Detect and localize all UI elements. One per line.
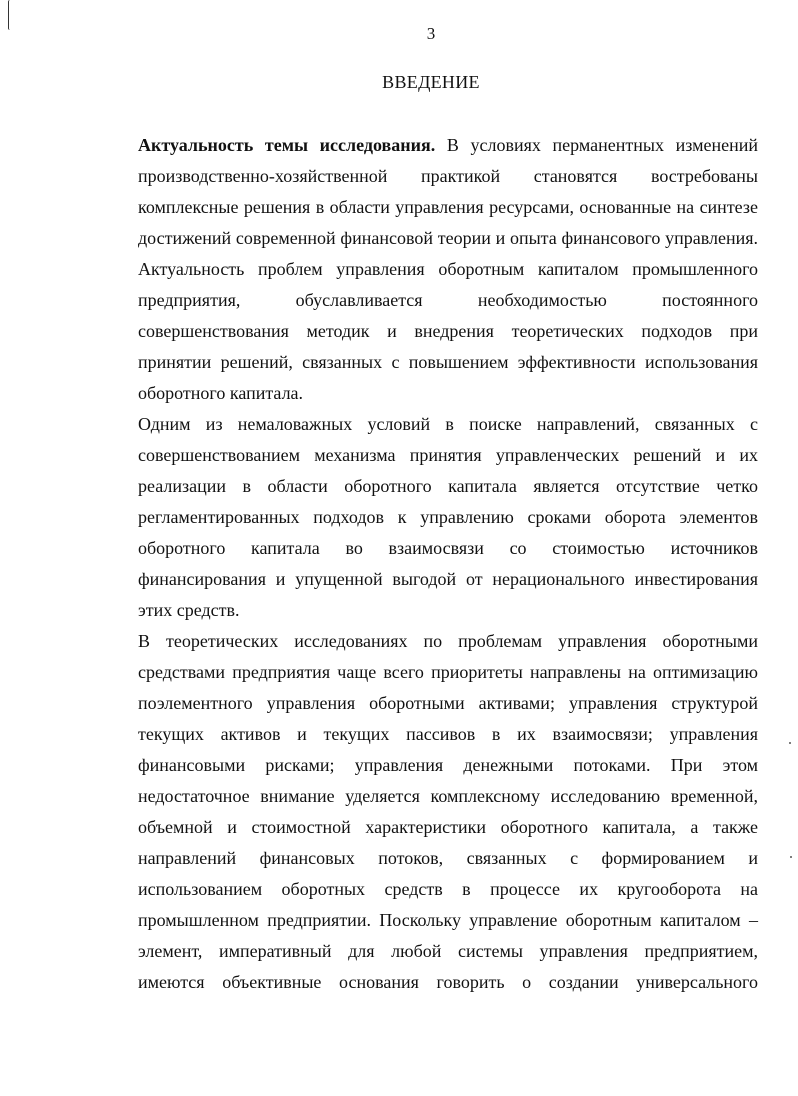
text-line: [138, 936, 758, 967]
line-text: предприятия, обуславливается необходимостью постоянного: [138, 290, 758, 310]
section-label: Актуальность темы исследования.: [138, 135, 436, 155]
document-body: [138, 130, 758, 998]
scan-speck: [789, 742, 791, 744]
line-text: средствами предприятия чаще всего приоритеты направлены на оптимизацию: [138, 662, 758, 682]
line-text: комплексные решения в области управления ресурсами, основанные на синтезе: [138, 197, 758, 217]
line-text: финансирования и упущенной выгодой от нерационального инвестирования: [138, 569, 758, 589]
text-line: [138, 905, 758, 936]
text-line: [138, 843, 758, 874]
text-line: [138, 223, 758, 254]
text-line: [138, 812, 758, 843]
line-text: Актуальность проблем управления оборотным капиталом промышленного: [138, 259, 758, 279]
paragraph: [138, 626, 758, 998]
text-line: [138, 564, 758, 595]
line-text: этих средств.: [138, 600, 240, 620]
line-text: производственно-хозяйственной практикой становятся востребованы: [138, 166, 758, 186]
line-text: достижений современной финансовой теории и опыта финансового управления.: [138, 228, 758, 248]
line-text: направлений финансовых потоков, связанных с формированием и: [138, 848, 758, 868]
text-line: [138, 161, 758, 192]
text-line: [138, 285, 758, 316]
line-text: элемент, императивный для любой системы управления предприятием,: [138, 941, 758, 961]
line-text: текущих активов и текущих пассивов в их взаимосвязи; управления: [138, 724, 758, 744]
text-line: [138, 316, 758, 347]
line-text: промышленном предприятии. Поскольку управление оборотным капиталом –: [138, 910, 758, 930]
line-text: совершенствования методик и внедрения теоретических подходов при: [138, 321, 758, 341]
text-line: [138, 533, 758, 564]
line-text: поэлементного управления оборотными активами; управления структурой: [138, 693, 758, 713]
line-text: В условиях перманентных изменений: [435, 135, 759, 155]
text-line: [138, 130, 758, 161]
line-text: оборотного капитала.: [138, 383, 304, 403]
text-line: [138, 378, 758, 409]
text-line: [138, 502, 758, 533]
paragraph: [138, 409, 758, 626]
text-line: [138, 595, 758, 626]
text-line: [138, 626, 758, 657]
paragraph: [138, 130, 758, 409]
line-text: регламентированных подходов к управлению сроками оборота элементов: [138, 507, 758, 527]
text-line: [138, 688, 758, 719]
text-line: [138, 471, 758, 502]
line-text: имеются объективные основания говорить о создании универсального: [138, 972, 758, 992]
line-text: реализации в области оборотного капитала является отсутствие четко: [138, 476, 758, 496]
text-line: [138, 719, 758, 750]
text-line: [138, 347, 758, 378]
text-line: [138, 657, 758, 688]
text-line: [138, 409, 758, 440]
line-text: В теоретических исследованиях по проблемам управления оборотными: [138, 631, 758, 651]
line-text: совершенствованием механизма принятия управленческих решений и их: [138, 445, 758, 465]
line-text: недостаточное внимание уделяется комплексному исследованию временной,: [138, 786, 758, 806]
line-text: использованием оборотных средств в процессе их кругооборота на: [138, 879, 758, 899]
line-text: объемной и стоимостной характеристики оборотного капитала, а также: [138, 817, 758, 837]
line-text: Одним из немаловажных условий в поиске направлений, связанных с: [138, 414, 758, 434]
line-text: принятии решений, связанных с повышением эффективности использования: [138, 352, 758, 372]
text-line: [138, 781, 758, 812]
page-title: ВВЕДЕНИЕ: [382, 72, 480, 92]
text-line: [138, 440, 758, 471]
scan-speck: [790, 856, 792, 858]
line-text: финансовыми рисками; управления денежными потоками. При этом: [138, 755, 758, 775]
text-line: [138, 874, 758, 905]
text-line: [138, 967, 758, 998]
text-line: [138, 192, 758, 223]
page-number: 3: [426, 24, 436, 43]
line-text: оборотного капитала во взаимосвязи со стоимостью источников: [138, 538, 758, 558]
text-line: [138, 254, 758, 285]
text-line: [138, 750, 758, 781]
